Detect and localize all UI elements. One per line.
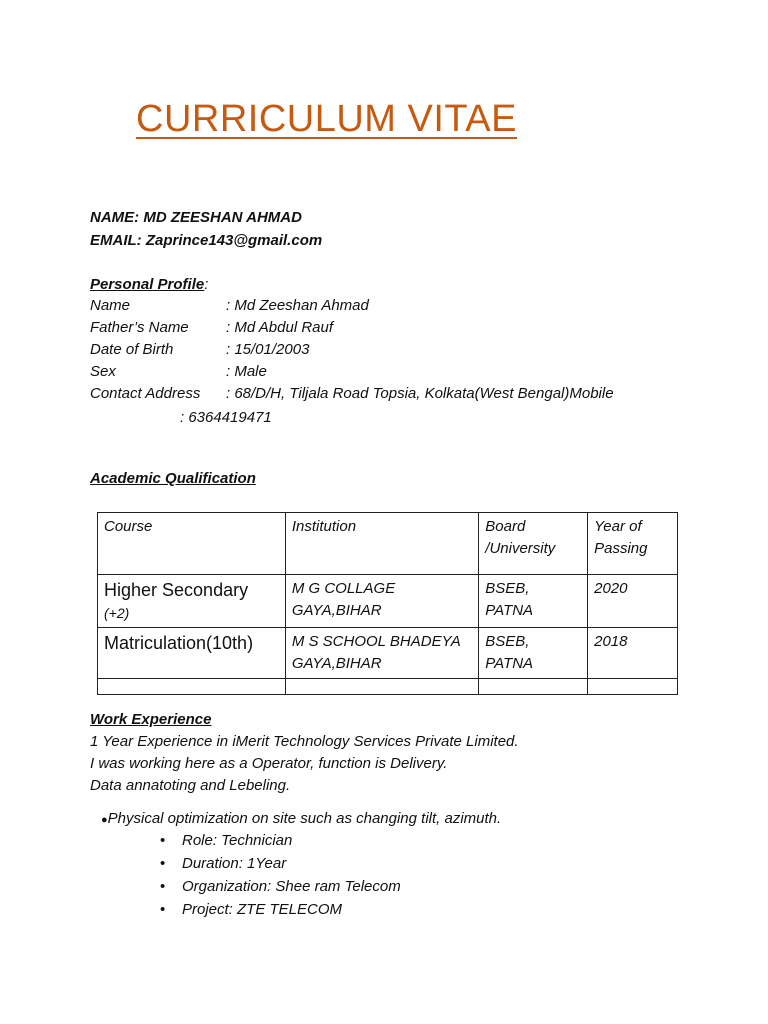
main-bullet xyxy=(101,808,501,831)
institution-cell: M S SCHOOL BHADEYA GAYA,BIHAR xyxy=(285,628,478,679)
profile-key: Father’s Name xyxy=(90,319,189,336)
course-name: Higher Secondary xyxy=(104,580,249,600)
header-year: Year of Passing xyxy=(588,513,678,575)
profile-key: Name xyxy=(90,297,131,314)
profile-value: : Md Abdul Rauf xyxy=(226,319,333,336)
list-item: • Role: Technician xyxy=(160,829,401,852)
name-label: NAME xyxy=(90,209,135,226)
course-name: Matriculation(10th) xyxy=(104,633,254,653)
course-cell xyxy=(98,628,286,679)
list-item: • Duration: 1Year xyxy=(160,852,401,875)
email-label: EMAIL xyxy=(90,232,137,249)
profile-value: : 68/D/H, Tiljala Road Topsia, Kolkata(West Bengal)Mobile xyxy=(226,385,614,402)
profile-key: Date of Birth xyxy=(90,341,174,358)
email-line xyxy=(90,230,322,252)
work-line: I was working here as a Operator, function is Delivery. xyxy=(90,755,448,772)
year-cell: 2020 xyxy=(588,575,678,628)
academic-heading: Academic Qualification xyxy=(90,470,256,487)
list-item: • Organization: Shee ram Telecom xyxy=(160,875,401,898)
course-sub: (+2) xyxy=(104,605,130,621)
profile-mobile: : 6364419471 xyxy=(180,409,272,426)
header-institution: Institution xyxy=(285,513,478,575)
personal-profile-colon: : xyxy=(204,276,209,293)
board-cell: BSEB, PATNA xyxy=(479,628,588,679)
table-header-row xyxy=(98,513,678,575)
profile-key: Sex xyxy=(90,363,116,380)
board-cell: BSEB, PATNA xyxy=(479,575,588,628)
profile-key: Contact Address xyxy=(90,385,201,402)
name-line xyxy=(90,207,302,229)
course-cell xyxy=(98,575,286,628)
name-value: : MD ZEESHAN AHMAD xyxy=(134,209,302,226)
institution-cell: M G COLLAGE GAYA,BIHAR xyxy=(285,575,478,628)
work-line: 1 Year Experience in iMerit Technology Services Private Limited. xyxy=(90,733,519,750)
main-bullet-text: Physical optimization on site such as changing tilt, azimuth. xyxy=(107,810,502,827)
table-row xyxy=(98,628,678,679)
header-board: Board /University xyxy=(479,513,588,575)
profile-value: : Md Zeeshan Ahmad xyxy=(226,297,369,314)
sub-bullet-list xyxy=(160,829,401,921)
year-cell: 2018 xyxy=(588,628,678,679)
header-course: Course xyxy=(98,513,286,575)
work-line: Data annatoting and Lebeling. xyxy=(90,777,291,794)
table-empty-row xyxy=(98,679,678,695)
profile-value: : Male xyxy=(226,363,267,380)
academic-table xyxy=(97,512,678,695)
document-title: CURRICULUM VITAE xyxy=(136,98,517,140)
email-value: : Zaprince143@gmail.com xyxy=(136,232,323,249)
table-row xyxy=(98,575,678,628)
bullet-icon: ● xyxy=(101,814,108,826)
personal-profile-heading xyxy=(90,274,208,296)
work-heading: Work Experience xyxy=(90,711,212,728)
list-item: • Project: ZTE TELECOM xyxy=(160,898,401,921)
personal-profile-title: Personal Profile xyxy=(90,276,205,293)
profile-value: : 15/01/2003 xyxy=(226,341,310,358)
